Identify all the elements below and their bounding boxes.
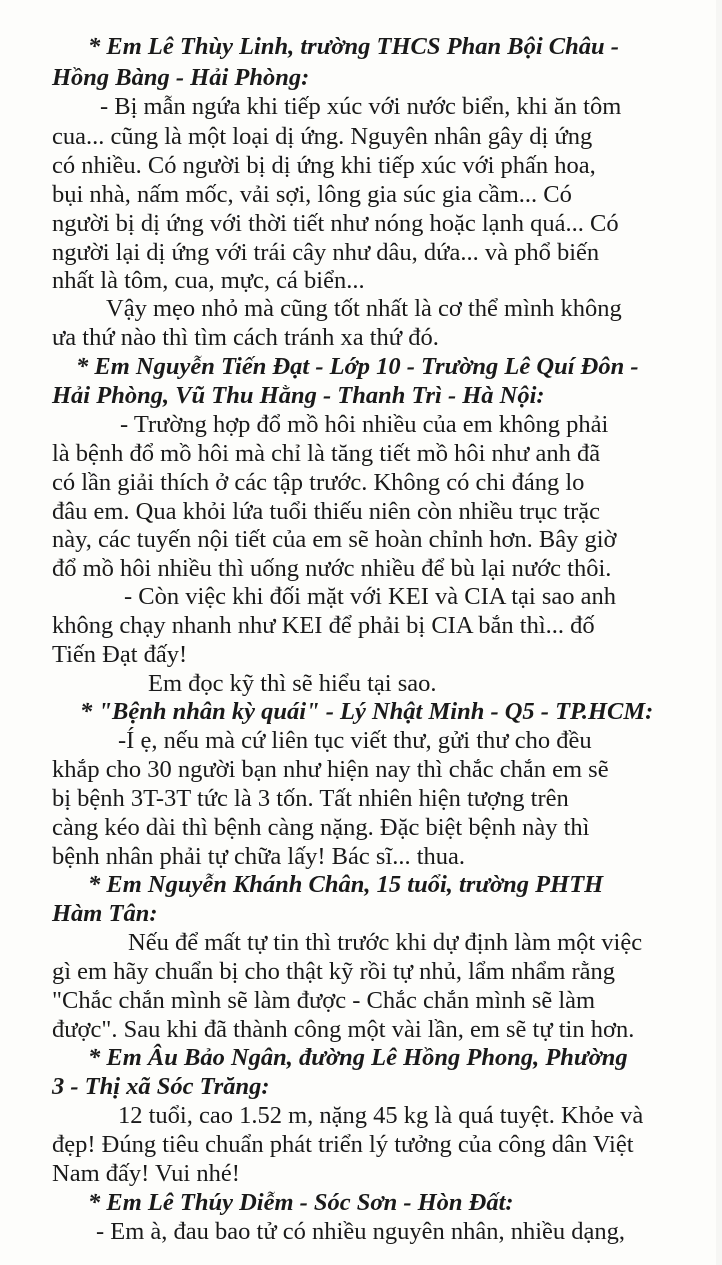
body-line: cua... cũng là một loại dị ứng. Nguyên nhân gây dị ứng xyxy=(52,123,593,150)
body-line: là bệnh đổ mồ hôi mà chỉ là tăng tiết mồ hôi như anh đã xyxy=(52,440,601,467)
letter-heading-line: Hàm Tân: xyxy=(52,900,158,927)
body-line: Em đọc kỹ thì sẽ hiểu tại sao. xyxy=(148,670,437,697)
body-line: 12 tuổi, cao 1.52 m, nặng 45 kg là quá tuyệt. Khỏe và xyxy=(118,1102,644,1129)
body-line: được". Sau khi đã thành công một vài lần, em sẽ tự tin hơn. xyxy=(52,1016,635,1043)
letter-heading-line: Hồng Bàng - Hải Phòng: xyxy=(52,64,310,91)
body-line: đẹp! Đúng tiêu chuẩn phát triển lý tưởng của công dân Việt xyxy=(52,1131,634,1158)
scan-edge-shadow xyxy=(716,0,722,1265)
letter-heading-line: * Em Nguyễn Tiến Đạt - Lớp 10 - Trường Lê Quí Đôn - xyxy=(76,353,639,380)
body-line: bệnh nhân phải tự chữa lấy! Bác sĩ... thua. xyxy=(52,843,465,870)
body-line: có lần giải thích ở các tập trước. Không có chi đáng lo xyxy=(52,469,585,496)
body-line: bị bệnh 3T-3T tức là 3 tốn. Tất nhiên hiện tượng trên xyxy=(52,785,569,812)
body-line: Nếu để mất tự tin thì trước khi dự định làm một việc xyxy=(128,929,643,956)
body-line: người lại dị ứng với trái cây như dâu, dứa... và phổ biến xyxy=(52,239,600,266)
body-line: Nam đấy! Vui nhé! xyxy=(52,1160,240,1187)
body-line: này, các tuyến nội tiết của em sẽ hoàn chỉnh hơn. Bây giờ xyxy=(52,526,617,553)
letter-heading-line: * "Bệnh nhân kỳ quái" - Lý Nhật Minh - Q5 - TP.HCM: xyxy=(80,698,654,725)
body-line: đổ mồ hôi nhiều thì uống nước nhiều để bù lại nước thôi. xyxy=(52,555,612,582)
body-line: đâu em. Qua khỏi lứa tuổi thiếu niên còn nhiều trục trặc xyxy=(52,498,601,525)
body-line: - Bị mẫn ngứa khi tiếp xúc với nước biển, khi ăn tôm xyxy=(100,93,622,120)
body-line: càng kéo dài thì bệnh càng nặng. Đặc biệt bệnh này thì xyxy=(52,814,590,841)
body-line: người bị dị ứng với thời tiết như nóng hoặc lạnh quá... Có xyxy=(52,210,619,237)
body-line: ưa thứ nào thì tìm cách tránh xa thứ đó. xyxy=(52,324,439,351)
body-line: "Chắc chắn mình sẽ làm được - Chắc chắn mình sẽ làm xyxy=(52,987,596,1014)
body-line: bụi nhà, nấm mốc, vải sợi, lông gia súc gia cầm... Có xyxy=(52,181,572,208)
body-line: khắp cho 30 người bạn như hiện nay thì chắc chắn em sẽ xyxy=(52,756,609,783)
letter-heading-line: Hải Phòng, Vũ Thu Hằng - Thanh Trì - Hà Nội: xyxy=(52,382,545,409)
letter-heading-line: * Em Nguyễn Khánh Chân, 15 tuổi, trường PHTH xyxy=(88,871,604,898)
body-line: - Còn việc khi đối mặt với KEI và CIA tại sao anh xyxy=(124,583,616,610)
body-line: có nhiều. Có người bị dị ứng khi tiếp xúc với phấn hoa, xyxy=(52,152,596,179)
body-line: -Í ẹ, nếu mà cứ liên tục viết thư, gửi thư cho đều xyxy=(118,727,592,754)
body-line: Tiến Đạt đấy! xyxy=(52,641,188,668)
body-line: - Trường hợp đổ mồ hôi nhiều của em không phải xyxy=(120,411,609,438)
body-line: Vậy mẹo nhỏ mà cũng tốt nhất là cơ thể mình không xyxy=(106,295,622,322)
letter-heading-line: * Em Lê Thúy Diễm - Sóc Sơn - Hòn Đất: xyxy=(88,1189,514,1216)
body-line: gì em hãy chuẩn bị cho thật kỹ rồi tự nhủ, lẩm nhẩm rằng xyxy=(52,958,616,985)
letter-heading-line: * Em Lê Thùy Linh, trường THCS Phan Bội Châu - xyxy=(88,33,619,60)
body-line: nhất là tôm, cua, mực, cá biển... xyxy=(52,267,365,294)
letter-heading-line: * Em Âu Bảo Ngân, đường Lê Hồng Phong, Phường xyxy=(88,1044,628,1071)
body-line: không chạy nhanh như KEI để phải bị CIA bắn thì... đố xyxy=(52,612,595,639)
letter-heading-line: 3 - Thị xã Sóc Trăng: xyxy=(52,1073,270,1100)
body-line: - Em à, đau bao tử có nhiều nguyên nhân, nhiều dạng, xyxy=(96,1218,625,1245)
